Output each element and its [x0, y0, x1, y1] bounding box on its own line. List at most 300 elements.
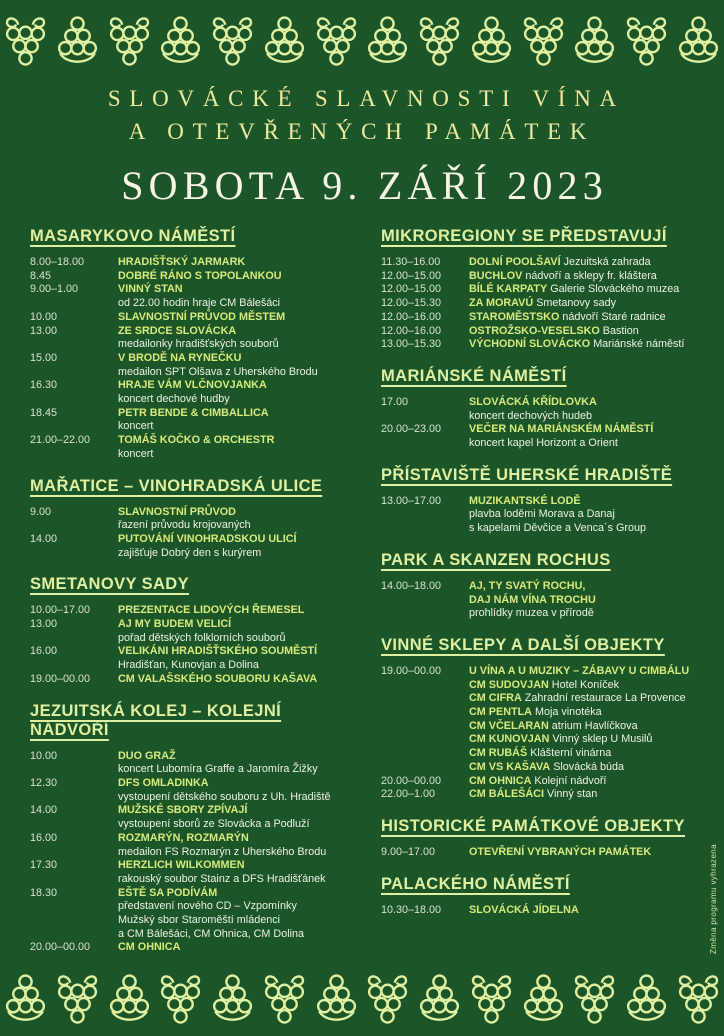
- grape-cluster-icon: [313, 14, 360, 66]
- section-heading: PALACKÉHO NÁMĚSTÍ: [381, 874, 570, 893]
- item-lines: [469, 311, 708, 325]
- item-line: [118, 941, 357, 955]
- event-description: Vinný sklep U Musilů: [552, 733, 653, 746]
- event-title: AJ MY BUDEM VELICÍ: [118, 618, 232, 631]
- program-item: [30, 533, 357, 560]
- item-lines: [118, 506, 357, 533]
- item-line: [118, 407, 357, 421]
- item-line: [469, 733, 708, 747]
- grape-cluster-icon: [313, 972, 360, 1024]
- program-section: [30, 227, 357, 462]
- program-section: [381, 817, 708, 860]
- event-title: VÝCHODNÍ SLOVÁCKO: [469, 338, 591, 351]
- event-title: HERZLICH WILKOMMEN: [118, 859, 245, 872]
- event-description: Mariánské náměstí: [593, 338, 685, 351]
- item-time: 10.30–18.00: [381, 903, 442, 916]
- event-title: AJ, TY SVATÝ ROCHU,: [469, 579, 586, 592]
- program-item: [381, 283, 708, 297]
- program-item: [30, 311, 357, 325]
- item-lines: [118, 941, 357, 955]
- item-lines: [118, 887, 357, 942]
- item-lines: [118, 645, 357, 672]
- event-title: DOLNÍ POOLŠAVÍ: [469, 256, 561, 268]
- event-title: SLOVÁCKÁ JÍDELNA: [469, 903, 579, 916]
- event-title: VINNÝ STAN: [118, 283, 183, 296]
- event-description: nádvoří a sklepy fr. kláštera: [525, 269, 657, 282]
- item-time: 14.00–18.00: [381, 579, 442, 592]
- event-description: Slovácká búda: [553, 760, 625, 773]
- grape-cluster-icon: [623, 14, 670, 66]
- grape-cluster-icon: [468, 14, 515, 66]
- program-item: [30, 434, 357, 461]
- item-lines: [469, 846, 708, 860]
- item-line: [469, 846, 708, 860]
- program-item: [381, 325, 708, 339]
- event-title: SLAVNOSTNÍ PRŮVOD MĚSTEM: [118, 310, 286, 323]
- program-section: [381, 227, 708, 352]
- item-line: [118, 818, 357, 832]
- grape-cluster-icon: [54, 972, 101, 1024]
- event-description: a CM Bálešáci, CM Ohnica, CM Dolina: [118, 927, 305, 940]
- item-time: 9.00: [30, 505, 52, 518]
- grape-cluster-icon: [157, 14, 204, 66]
- item-time: 8.00–18.00: [30, 256, 85, 268]
- program-item: [30, 256, 357, 270]
- item-time: 12.00–15.00: [381, 283, 442, 296]
- item-line: [469, 904, 708, 918]
- item-line: [469, 665, 708, 679]
- program-change-note: Změna programu vyhrazena: [709, 843, 718, 954]
- event-description: koncert dechové hudby: [118, 393, 230, 406]
- grape-cluster-icon: [571, 14, 618, 66]
- item-line: [118, 928, 357, 942]
- event-title: CM KUNOVJAN: [469, 733, 550, 746]
- event-description: řazení průvodu krojovaných: [118, 519, 251, 532]
- program-item: [381, 256, 708, 270]
- grape-cluster-icon: [157, 972, 204, 1024]
- item-time: 22.00–1.00: [381, 788, 436, 801]
- event-title: SLOVÁCKÁ KŘÍDLOVKA: [469, 395, 597, 408]
- item-line: [118, 914, 357, 928]
- event-description: Mužský sbor Staroměští mládenci: [118, 914, 281, 927]
- event-title: ZA MORAVÚ: [469, 297, 534, 310]
- event-description: Bastion: [602, 324, 639, 337]
- poster-page: [0, 12, 724, 1036]
- item-time: 17.00: [381, 395, 409, 408]
- item-line: [118, 618, 357, 632]
- program-item: [30, 604, 357, 618]
- item-lines: [469, 297, 708, 311]
- item-time: 13.00–15.30: [381, 338, 442, 351]
- event-description: představení nového CD – Vzpomínky: [118, 900, 297, 913]
- program-item: [30, 777, 357, 804]
- event-title: EŠTĚ SA PODÍVÁM: [118, 886, 218, 899]
- event-title: OSTROŽSKO-VESELSKO: [469, 324, 600, 337]
- item-lines: [118, 379, 357, 406]
- grape-border-top: [0, 12, 724, 68]
- item-time: 13.00–17.00: [381, 494, 442, 507]
- item-line: [118, 379, 357, 393]
- item-line: [118, 270, 357, 284]
- event-title: U VÍNA A U MUZIKY – ZÁBAVY U CIMBÁLU: [469, 664, 690, 677]
- event-title: PETR BENDE & CIMBALLICA: [118, 406, 269, 419]
- item-lines: [118, 352, 357, 379]
- item-time: 10.00–17.00: [30, 604, 91, 617]
- program-item: [30, 352, 357, 379]
- program-item: [381, 846, 708, 860]
- item-line: [469, 338, 708, 352]
- item-lines: [118, 270, 357, 284]
- item-time: 12.00–15.00: [381, 269, 442, 282]
- item-line: [469, 423, 708, 437]
- item-line: [118, 547, 357, 561]
- event-title: CM RUBÁŠ: [469, 747, 528, 760]
- program-item: [381, 904, 708, 918]
- program-item: [30, 270, 357, 284]
- program-section: [381, 466, 708, 536]
- item-lines: [118, 407, 357, 434]
- program-section: [381, 367, 708, 451]
- item-line: [118, 604, 357, 618]
- event-description: pořad dětských folklorních souborů: [118, 631, 286, 644]
- event-description: prohlídky muzea v přírodě: [469, 607, 594, 620]
- item-time: 8.45: [30, 269, 52, 282]
- grape-cluster-icon: [416, 14, 463, 66]
- item-lines: [118, 604, 357, 618]
- program-item: [30, 832, 357, 859]
- grape-cluster-icon: [623, 972, 670, 1024]
- item-lines: [469, 775, 708, 789]
- event-title: ROZMARÝN, ROZMARÝN: [118, 831, 249, 844]
- item-lines: [118, 618, 357, 645]
- grape-cluster-icon: [364, 14, 411, 66]
- event-description: vystoupení dětského souboru z Uh. Hradiště: [118, 790, 331, 803]
- section-heading: HISTORICKÉ PAMÁTKOVÉ OBJEKTY: [381, 816, 685, 835]
- item-time: 12.30: [30, 776, 58, 789]
- section-heading: MARIÁNSKÉ NÁMĚSTÍ: [381, 366, 567, 385]
- item-lines: [469, 325, 708, 339]
- event-description: medailon SPT Olšava z Uherského Brodu: [118, 365, 318, 378]
- grape-cluster-icon: [364, 972, 411, 1024]
- event-description: Galerie Slováckého muzea: [550, 283, 680, 296]
- event-title: VELIKÁNI HRADIŠŤSKÉHO SOUMĚSTÍ: [118, 645, 318, 658]
- item-line: [118, 804, 357, 818]
- item-line: [469, 495, 708, 509]
- event-title: CM VALAŠSKÉHO SOUBORU KAŠAVA: [118, 672, 318, 685]
- poster-title-line2: A OTEVŘENÝCH PAMÁTEK: [128, 119, 596, 144]
- event-title: PUTOVÁNÍ VINOHRADSKOU ULICÍ: [118, 532, 297, 545]
- program-item: [30, 887, 357, 942]
- program-item: [381, 270, 708, 284]
- grape-cluster-icon: [2, 14, 49, 66]
- grape-border-bottom: [0, 970, 724, 1026]
- event-description: koncert: [118, 420, 154, 433]
- item-line: [469, 788, 708, 802]
- grape-cluster-icon: [416, 972, 463, 1024]
- program-section: [381, 551, 708, 621]
- event-description: plavba loděmi Morava a Danaj: [469, 508, 615, 521]
- event-title: STAROMĚSTSKO: [469, 310, 560, 323]
- item-line: [118, 533, 357, 547]
- item-lines: [118, 832, 357, 859]
- event-description: Hradišťan, Kunovjan a Dolina: [118, 659, 259, 672]
- program-item: [30, 506, 357, 533]
- program-section: [30, 477, 357, 561]
- item-time: 14.00: [30, 804, 58, 817]
- event-date: SOBOTA 9. ZÁŘÍ 2023: [121, 163, 608, 208]
- item-time: 12.00–16.00: [381, 310, 442, 323]
- item-line: [118, 645, 357, 659]
- event-description: Jezuitská zahrada: [563, 256, 651, 268]
- event-title: TOMÁŠ KOČKO & ORCHESTR: [118, 434, 275, 447]
- item-line: [118, 434, 357, 448]
- grape-cluster-icon: [106, 972, 153, 1024]
- item-lines: [469, 904, 708, 918]
- item-line: [118, 325, 357, 339]
- program-column-right: [381, 217, 708, 955]
- section-heading: MIKROREGIONY SE PŘEDSTAVUJÍ: [381, 227, 667, 245]
- item-line: [118, 673, 357, 687]
- item-lines: [118, 434, 357, 461]
- program-item: [381, 665, 708, 775]
- item-time: 20.00–00.00: [381, 774, 442, 787]
- item-lines: [118, 311, 357, 325]
- item-line: [469, 775, 708, 789]
- item-line: [118, 448, 357, 462]
- grape-cluster-icon: [571, 972, 618, 1024]
- event-description: rakouský soubor Stainz a DFS Hradišťánek: [118, 872, 326, 885]
- item-line: [118, 763, 357, 777]
- item-time: 12.00–15.30: [381, 297, 442, 310]
- grape-cluster-icon: [209, 972, 256, 1024]
- section-heading: MAŘATICE – VINOHRADSKÁ ULICE: [30, 476, 323, 495]
- item-time: 19.00–00.00: [30, 672, 91, 685]
- grape-cluster-icon: [520, 972, 567, 1024]
- program-item: [30, 283, 357, 310]
- item-lines: [118, 859, 357, 886]
- event-title: BÍLÉ KARPATY: [469, 283, 548, 296]
- event-title: DFS OMLADINKA: [118, 776, 209, 789]
- item-line: [118, 519, 357, 533]
- item-lines: [469, 283, 708, 297]
- item-line: [469, 270, 708, 284]
- program-item: [30, 941, 357, 955]
- grape-cluster-icon: [675, 972, 722, 1024]
- event-description: Hotel Koníček: [551, 678, 620, 691]
- item-line: [469, 747, 708, 761]
- grape-cluster-icon: [54, 14, 101, 66]
- program-section: [381, 636, 708, 802]
- grape-cluster-icon: [261, 14, 308, 66]
- item-line: [469, 325, 708, 339]
- item-line: [118, 393, 357, 407]
- event-title: DUO GRAŽ: [118, 749, 176, 762]
- item-lines: [469, 423, 708, 450]
- program-section: [30, 702, 357, 956]
- event-description: atrium Havlíčkova: [551, 719, 638, 732]
- item-line: [118, 832, 357, 846]
- program-item: [381, 297, 708, 311]
- item-line: [118, 256, 357, 270]
- item-lines: [118, 673, 357, 687]
- item-line: [469, 283, 708, 297]
- item-time: 10.00: [30, 749, 58, 762]
- item-line: [469, 679, 708, 693]
- program-item: [30, 325, 357, 352]
- program-item: [30, 750, 357, 777]
- item-line: [118, 659, 357, 673]
- event-title: CM BÁLEŠÁCI: [469, 788, 544, 801]
- event-title: PREZENTACE LIDOVÝCH ŘEMESEL: [118, 604, 305, 617]
- section-heading: VINNÉ SKLEPY A DALŠÍ OBJEKTY: [381, 635, 665, 654]
- item-lines: [118, 750, 357, 777]
- program-item: [381, 423, 708, 450]
- item-line: [118, 859, 357, 873]
- program-item: [381, 580, 708, 621]
- item-line: [469, 761, 708, 775]
- item-time: 16.00: [30, 831, 58, 844]
- item-line: [118, 777, 357, 791]
- item-line: [118, 750, 357, 764]
- event-description: zajišťuje Dobrý den s kurýrem: [118, 546, 262, 559]
- item-line: [118, 338, 357, 352]
- program-item: [381, 788, 708, 802]
- event-description: vystoupení sborů ze Slovácka a Podluží: [118, 818, 310, 831]
- program-section: [30, 575, 357, 686]
- item-time: 20.00–23.00: [381, 423, 442, 436]
- event-title: CM CIFRA: [469, 692, 522, 705]
- program-column-left: [30, 217, 357, 955]
- item-time: 21.00–22.00: [30, 434, 91, 447]
- item-line: [118, 420, 357, 434]
- program-item: [30, 379, 357, 406]
- section-heading: PŘÍSTAVIŠTĚ UHERSKÉ HRADIŠTĚ: [381, 465, 673, 484]
- event-description: Smetanovy sady: [536, 297, 617, 310]
- event-description: s kapelami Děvčice a Venca´s Group: [469, 522, 647, 535]
- event-title: VEČER NA MARIÁNSKÉM NÁMĚSTÍ: [469, 423, 654, 436]
- event-title: CM OHNICA: [469, 774, 532, 787]
- event-title: CM OHNICA: [118, 941, 181, 954]
- event-title: MUŽSKÉ SBORY ZPÍVAJÍ: [118, 804, 248, 817]
- item-line: [118, 632, 357, 646]
- item-time: 19.00–00.00: [381, 664, 442, 677]
- item-line: [118, 791, 357, 805]
- item-time: 9.00–1.00: [30, 283, 79, 296]
- item-lines: [469, 396, 708, 423]
- item-lines: [469, 338, 708, 352]
- event-description: koncert kapel Horizont a Orient: [469, 437, 618, 450]
- program-columns: [0, 209, 724, 955]
- event-title: CM VČELARAN: [469, 719, 549, 732]
- program-item: [30, 804, 357, 831]
- item-time: 13.00: [30, 324, 58, 337]
- event-title: ZE SRDCE SLOVÁCKA: [118, 324, 237, 337]
- event-description: koncert: [118, 447, 154, 460]
- event-description: Moja vinotéka: [534, 706, 602, 719]
- grape-cluster-icon: [2, 972, 49, 1024]
- section-heading: SMETANOVY SADY: [30, 575, 190, 594]
- program-item: [30, 673, 357, 687]
- item-time: 16.30: [30, 379, 58, 392]
- event-description: koncert Lubomíra Graffe a Jaromíra Žižky: [118, 763, 318, 776]
- grape-cluster-icon: [468, 972, 515, 1024]
- section-heading: JEZUITSKÁ KOLEJ – KOLEJNÍ NÁDVOŘÍ: [30, 701, 282, 739]
- event-description: Vinný stan: [546, 788, 598, 801]
- item-line: [469, 522, 708, 536]
- item-lines: [469, 270, 708, 284]
- section-heading: MASARYKOVO NÁMĚSTÍ: [30, 227, 236, 245]
- program-item: [381, 311, 708, 325]
- item-lines: [118, 283, 357, 310]
- item-line: [118, 311, 357, 325]
- event-description: Kolejní nádvoří: [534, 774, 607, 787]
- grape-cluster-icon: [520, 14, 567, 66]
- event-title: CM PENTLA: [469, 706, 532, 719]
- item-time: 15.00: [30, 351, 58, 364]
- item-lines: [118, 533, 357, 560]
- program-item: [381, 775, 708, 789]
- item-time: 16.00: [30, 645, 58, 658]
- event-title: HRAJE VÁM VLČNOVJANKA: [118, 379, 267, 392]
- item-line: [469, 297, 708, 311]
- item-time: 12.00–16.00: [381, 324, 442, 337]
- item-time: 17.30: [30, 859, 58, 872]
- item-lines: [469, 495, 708, 536]
- event-title: HRADIŠŤSKÝ JARMARK: [118, 256, 246, 268]
- program-section: [381, 875, 708, 918]
- item-line: [469, 706, 708, 720]
- item-time: 20.00–00.00: [30, 941, 91, 954]
- program-item: [30, 407, 357, 434]
- program-item: [30, 645, 357, 672]
- event-description: nádvoří Staré radnice: [562, 310, 666, 323]
- item-time: 10.00: [30, 310, 58, 323]
- item-line: [469, 720, 708, 734]
- item-time: 18.45: [30, 406, 58, 419]
- item-line: [118, 846, 357, 860]
- event-description: Zahradní restaurace La Provence: [524, 692, 686, 705]
- grape-cluster-icon: [261, 972, 308, 1024]
- event-title: OTEVŘENÍ VYBRANÝCH PAMÁTEK: [469, 845, 652, 858]
- program-item: [381, 396, 708, 423]
- item-lines: [469, 580, 708, 621]
- event-title: BUCHLOV: [469, 269, 523, 282]
- grape-cluster-icon: [209, 14, 256, 66]
- program-item: [381, 338, 708, 352]
- item-time: 18.30: [30, 886, 58, 899]
- item-time: 14.00: [30, 532, 58, 545]
- event-title: SLAVNOSTNÍ PRŮVOD: [118, 505, 236, 518]
- item-line: [469, 256, 708, 270]
- item-line: [469, 311, 708, 325]
- item-line: [118, 873, 357, 887]
- event-title: V BRODĚ NA RYNEČKU: [118, 351, 242, 364]
- item-lines: [469, 788, 708, 802]
- item-lines: [118, 777, 357, 804]
- item-line: [469, 692, 708, 706]
- grape-cluster-icon: [675, 14, 722, 66]
- item-line: [469, 508, 708, 522]
- event-title: DOBRÉ RÁNO S TOPOLANKOU: [118, 269, 282, 282]
- item-line: [118, 366, 357, 380]
- poster-title-line1: SLOVÁCKÉ SLAVNOSTI VÍNA: [107, 86, 625, 111]
- item-line: [118, 283, 357, 297]
- item-lines: [118, 256, 357, 270]
- item-lines: [118, 325, 357, 352]
- poster-title: [0, 82, 724, 148]
- program-item: [381, 495, 708, 536]
- item-line: [469, 396, 708, 410]
